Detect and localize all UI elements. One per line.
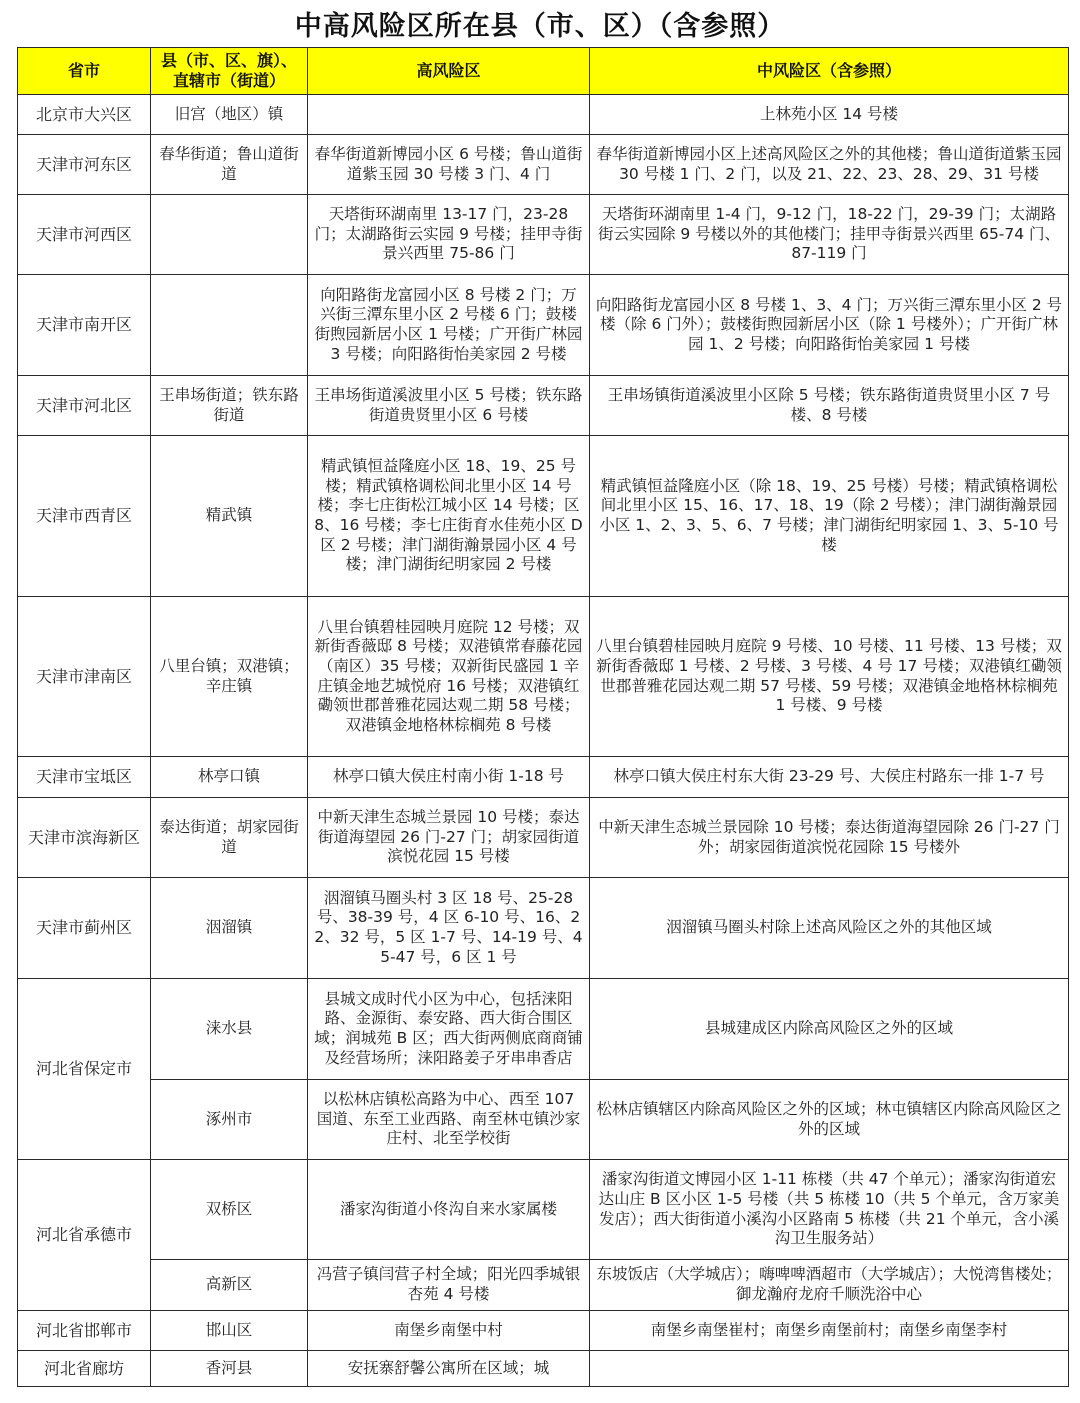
table-header-row [18,48,1069,95]
high-risk-cell: 县城文成时代小区为中心，包括涞阳路、金源街、泰安路、西大街合围区域；润城苑 B 区；西大街两侧底商商铺及经营场所；涞阳路姜子牙串串香店 [308,979,590,1080]
table-row [18,979,1069,1080]
table-row [18,798,1069,878]
high-risk-cell: 冯营子镇闫营子村全域；阳光四季城银杏苑 4 号楼 [308,1260,590,1311]
mid-risk-cell: 王串场镇街道溪波里小区除 5 号楼；铁东路街道贵贤里小区 7 号楼、8 号楼 [590,376,1069,436]
table-row [18,757,1069,798]
mid-risk-cell: 向阳路街龙富园小区 8 号楼 1、3、4 门；万兴街三潭东里小区 2 号楼（除 6 门外）；鼓楼街煦园新居小区（除 1 号楼外）；广开街广林园 1、2 号楼；向阳路街怡美家园 1 号楼 [590,275,1069,376]
county-cell: 泰达街道；胡家园街道 [151,798,308,878]
mid-risk-cell: 东坡饭店（大学城店）；嗨啤啤酒超市（大学城店）；大悦湾售楼处；御龙瀚府龙府千顺洗浴中心 [590,1260,1069,1311]
county-cell: 高新区 [151,1260,308,1311]
province-cell: 河北省承德市 [18,1160,151,1311]
province-cell: 天津市蓟州区 [18,878,151,979]
mid-risk-cell [590,1351,1069,1387]
county-cell: 林亭口镇 [151,757,308,798]
county-cell: 双桥区 [151,1160,308,1260]
header-county: 县（市、区、旗）、直辖市（街道） [151,48,308,95]
high-risk-cell [308,95,590,135]
mid-risk-cell: 天塔街环湖南里 1-4 门，9-12 门，18-22 门，29-39 门；太湖路街云实园除 9 号楼以外的其他楼门；挂甲寺街景兴西里 65-74 门、87-119 门 [590,195,1069,275]
header-province: 省市 [18,48,151,95]
high-risk-cell: 安抚寨舒馨公寓所在区域；城 [308,1351,590,1387]
province-cell: 河北省邯郸市 [18,1311,151,1351]
province-cell: 天津市西青区 [18,436,151,597]
mid-risk-cell: 潘家沟街道文博园小区 1-11 栋楼（共 47 个单元）；潘家沟街道宏达山庄 B 区小区 1-5 号楼（共 5 栋楼 10（共 5 个单元，含万家美发店）；西大街街道小溪沟小区路南 5 栋楼（共 21 个单元，含小溪沟卫生服务站） [590,1160,1069,1260]
high-risk-cell: 潘家沟街道小佟沟自来水家属楼 [308,1160,590,1260]
table-row [18,95,1069,135]
province-cell: 天津市南开区 [18,275,151,376]
table-row [18,1160,1069,1260]
province-cell: 河北省保定市 [18,979,151,1160]
high-risk-cell: 南堡乡南堡中村 [308,1311,590,1351]
county-cell: 春华街道；鲁山道街道 [151,135,308,195]
table-row [18,195,1069,275]
mid-risk-cell: 松林店镇辖区内除高风险区之外的区域；林屯镇辖区内除高风险区之外的区域 [590,1080,1069,1160]
mid-risk-cell: 精武镇恒益隆庭小区（除 18、19、25 号楼）号楼；精武镇格调松间北里小区 15、16、17、18、19（除 2 号楼）；津门湖街瀚景园小区 1、2、3、5、6、7 号楼；津门湖街纪明家园 1、3、5-10 号楼 [590,436,1069,597]
table-row [18,1351,1069,1387]
province-cell: 天津市河东区 [18,135,151,195]
table-row [18,275,1069,376]
county-cell: 洇溜镇 [151,878,308,979]
table-row [18,436,1069,597]
table-row [18,376,1069,436]
table-row [18,1260,1069,1311]
province-cell: 天津市滨海新区 [18,798,151,878]
province-cell: 河北省廊坊 [18,1351,151,1387]
county-cell [151,195,308,275]
high-risk-cell: 精武镇恒益隆庭小区 18、19、25 号楼；精武镇格调松间北里小区 14 号楼；李七庄街松江城小区 14 号楼；区 8、16 号楼；李七庄街育水佳苑小区 D 区 2 号楼；津门湖街瀚景园小区 4 号楼；津门湖街纪明家园 2 号楼 [308,436,590,597]
high-risk-cell: 王串场街道溪波里小区 5 号楼；铁东路街道贵贤里小区 6 号楼 [308,376,590,436]
mid-risk-cell: 南堡乡南堡崔村；南堡乡南堡前村；南堡乡南堡李村 [590,1311,1069,1351]
high-risk-cell: 春华街道新博园小区 6 号楼；鲁山道街道紫玉园 30 号楼 3 门、4 门 [308,135,590,195]
county-cell: 涞水县 [151,979,308,1080]
table-row [18,1080,1069,1160]
county-cell: 邯山区 [151,1311,308,1351]
high-risk-cell: 天塔街环湖南里 13-17 门，23-28 门；太湖路街云实园 9 号楼；挂甲寺街景兴西里 75-86 门 [308,195,590,275]
mid-risk-cell: 洇溜镇马圈头村除上述高风险区之外的其他区域 [590,878,1069,979]
risk-area-table [17,47,1069,1387]
county-cell: 香河县 [151,1351,308,1387]
table-row [18,135,1069,195]
mid-risk-cell: 八里台镇碧桂园映月庭院 9 号楼、10 号楼、11 号楼、13 号楼；双新街香薇邸 1 号楼、2 号楼、3 号楼、4 号 17 号楼；双港镇红磡领世郡普雅花园达观二期 57 号楼、59 号楼；双港镇金地格林棕榈苑 1 号楼、9 号楼 [590,597,1069,757]
table-row [18,878,1069,979]
province-cell: 北京市大兴区 [18,95,151,135]
county-cell: 涿州市 [151,1080,308,1160]
high-risk-cell: 洇溜镇马圈头村 3 区 18 号、25-28 号、38-39 号，4 区 6-10 号、16、22、32 号，5 区 1-7 号、14-19 号、45-47 号，6 区 1 号 [308,878,590,979]
high-risk-cell: 八里台镇碧桂园映月庭院 12 号楼；双新街香薇邸 8 号楼；双港镇常春藤花园（南区）35 号楼；双新街民盛园 1 辛庄镇金地艺城悦府 16 号楼；双港镇红磡领世郡普雅花园达观二期 58 号楼；双港镇金地格林棕榈苑 8 号楼 [308,597,590,757]
mid-risk-cell: 春华街道新博园小区上述高风险区之外的其他楼；鲁山道街道紫玉园 30 号楼 1 门、2 门，以及 21、22、23、28、29、31 号楼 [590,135,1069,195]
mid-risk-cell: 中新天津生态城兰景园除 10 号楼；泰达街道海望园除 26 门-27 门外；胡家园街道滨悦花园除 15 号楼外 [590,798,1069,878]
high-risk-cell: 林亭口镇大侯庄村南小街 1-18 号 [308,757,590,798]
county-cell: 精武镇 [151,436,308,597]
province-cell: 天津市宝坻区 [18,757,151,798]
mid-risk-cell: 上林苑小区 14 号楼 [590,95,1069,135]
high-risk-cell: 向阳路街龙富园小区 8 号楼 2 门；万兴街三潭东里小区 2 号楼 6 门；鼓楼街煦园新居小区 1 号楼；广开街广林园 3 号楼；向阳路街怡美家园 2 号楼 [308,275,590,376]
mid-risk-cell: 林亭口镇大侯庄村东大街 23-29 号、大侯庄村路东一排 1-7 号 [590,757,1069,798]
high-risk-cell: 中新天津生态城兰景园 10 号楼；泰达街道海望园 26 门-27 门；胡家园街道滨悦花园 15 号楼 [308,798,590,878]
county-cell: 王串场街道；铁东路街道 [151,376,308,436]
county-cell [151,275,308,376]
province-cell: 天津市河北区 [18,376,151,436]
province-cell: 天津市津南区 [18,597,151,757]
header-high-risk: 高风险区 [308,48,590,95]
table-row [18,597,1069,757]
table-row [18,1311,1069,1351]
county-cell: 旧宫（地区）镇 [151,95,308,135]
page-title: 中高风险区所在县（市、区）（含参照） [294,11,786,42]
province-cell: 天津市河西区 [18,195,151,275]
high-risk-cell: 以松林店镇松高路为中心、西至 107 国道、东至工业西路、南至林屯镇沙家庄村、北至学校街 [308,1080,590,1160]
header-mid-risk: 中风险区（含参照） [590,48,1069,95]
county-cell: 八里台镇；双港镇；辛庄镇 [151,597,308,757]
mid-risk-cell: 县城建成区内除高风险区之外的区域 [590,979,1069,1080]
